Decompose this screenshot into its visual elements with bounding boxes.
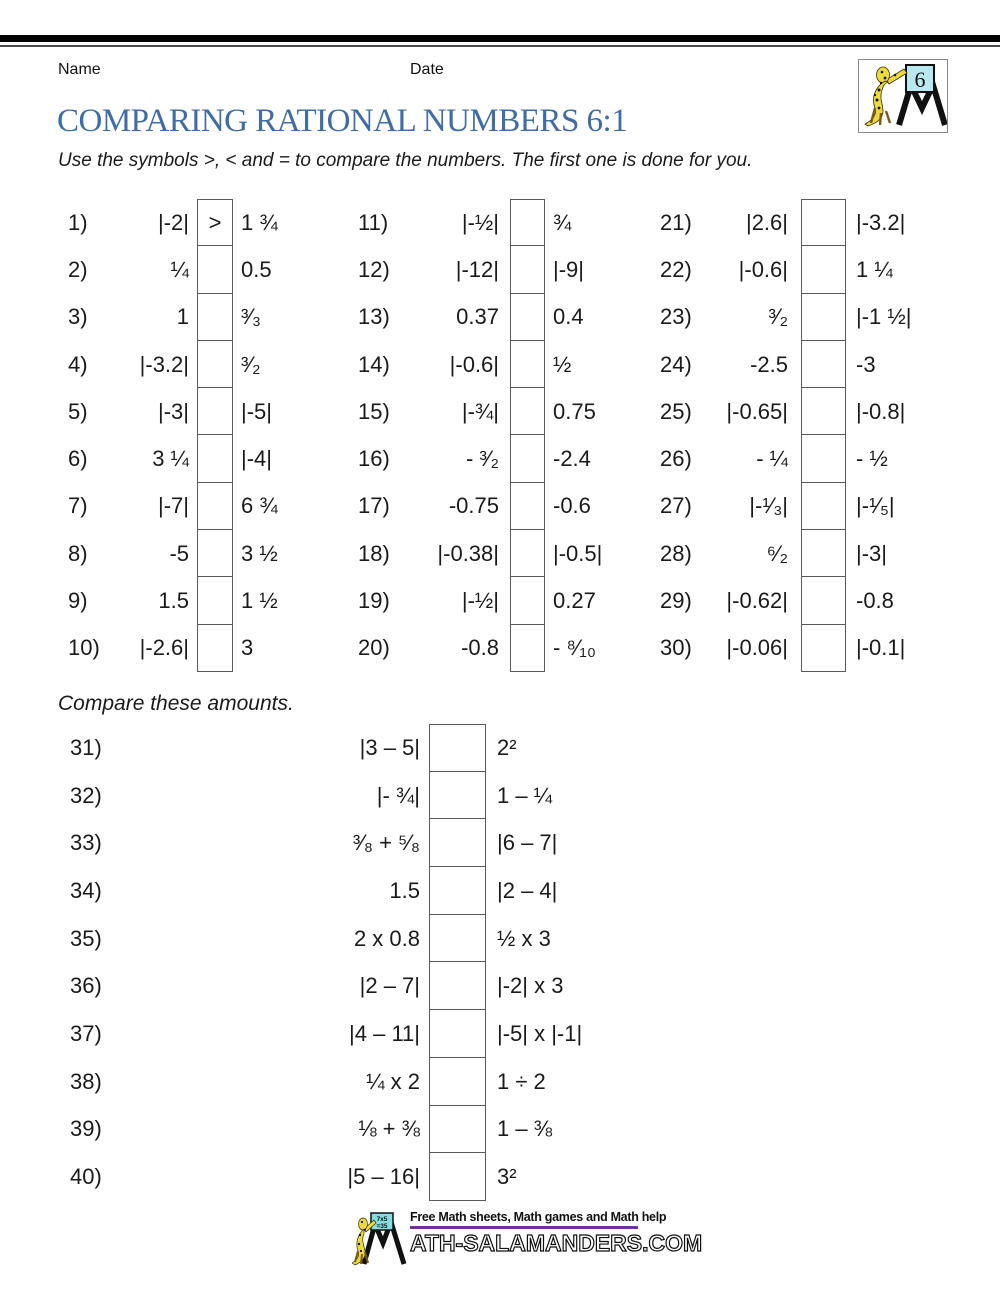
- gap: [233, 341, 241, 388]
- gap: [233, 625, 241, 672]
- left-value: |-3|: [158, 398, 189, 424]
- gap: [189, 388, 197, 435]
- right-value: |2 – 4|: [497, 877, 558, 903]
- date-label: Date: [410, 61, 444, 78]
- left-value: 0.37: [456, 304, 499, 330]
- problem-number: 13): [358, 304, 390, 330]
- left-value: ⅛ + ⅜: [358, 1116, 420, 1142]
- problems-column-2: [358, 199, 683, 672]
- problem-number: 2): [68, 256, 88, 282]
- answer-box[interactable]: [801, 340, 846, 388]
- answer-box[interactable]: [510, 576, 545, 624]
- left-value: |-7|: [158, 493, 189, 519]
- gap: [499, 483, 510, 530]
- name-label: Name: [58, 61, 101, 78]
- problems-column-3: [660, 199, 976, 672]
- gap: [499, 246, 510, 293]
- gap: [788, 625, 801, 672]
- right-value: 3: [241, 635, 254, 661]
- right-value: -0.6: [553, 493, 591, 519]
- answer-box[interactable]: [197, 624, 233, 672]
- left-value: |-0.6|: [449, 351, 499, 377]
- problem-number: 28): [660, 540, 692, 566]
- left-value: |- ¾|: [376, 782, 420, 808]
- problems-bottom-section: [70, 724, 717, 1201]
- gap: [189, 625, 197, 672]
- right-value: 0.5: [241, 256, 272, 282]
- answer-box[interactable]: [801, 529, 846, 577]
- answer-box[interactable]: [197, 340, 233, 388]
- gap: [499, 530, 510, 577]
- problem-number: 31): [70, 734, 102, 760]
- gap: [420, 1106, 429, 1154]
- left-value: |2.6|: [745, 209, 788, 235]
- answer-box[interactable]: [197, 529, 233, 577]
- gap: [189, 435, 197, 482]
- problem-number: 39): [70, 1116, 102, 1142]
- left-value: |2 – 7|: [359, 973, 420, 999]
- answer-box[interactable]: [429, 818, 486, 867]
- answer-box[interactable]: [510, 245, 545, 293]
- left-value: ³⁄₂: [768, 304, 788, 330]
- left-value: |4 – 11|: [349, 1020, 420, 1046]
- gap: [189, 199, 197, 246]
- footer-divider: [410, 1226, 638, 1229]
- gap: [420, 724, 429, 772]
- problem-number: 5): [68, 398, 88, 424]
- left-value: -5: [169, 540, 189, 566]
- answer-box[interactable]: [429, 961, 486, 1010]
- problem-number: 20): [358, 635, 390, 661]
- left-value: |-¾|: [461, 398, 499, 424]
- right-value: - ½: [856, 446, 888, 472]
- gap: [189, 341, 197, 388]
- right-value: |-9|: [553, 256, 584, 282]
- left-value: -0.75: [448, 493, 499, 519]
- left-value: |-¹⁄₃|: [749, 493, 788, 519]
- gap: [788, 341, 801, 388]
- gap: [499, 388, 510, 435]
- right-value: 2²: [497, 734, 517, 760]
- gap: [486, 1058, 497, 1106]
- problem-number: 19): [358, 588, 390, 614]
- answer-box[interactable]: [801, 245, 846, 293]
- page-title: COMPARING RATIONAL NUMBERS 6:1: [57, 103, 628, 139]
- gap: [846, 625, 856, 672]
- right-value: 3 ½: [241, 540, 278, 566]
- answer-box[interactable]: [510, 482, 545, 530]
- right-value: -0.8: [856, 588, 894, 614]
- right-value: 1 ¾: [241, 209, 278, 235]
- problems-column-1: [68, 199, 371, 672]
- left-value: |-½|: [461, 588, 499, 614]
- right-value: 6 ¾: [241, 493, 278, 519]
- gap: [233, 577, 241, 624]
- answer-box[interactable]: [801, 482, 846, 530]
- gap: [189, 530, 197, 577]
- gap: [788, 530, 801, 577]
- left-value: |3 – 5|: [359, 734, 420, 760]
- gap: [189, 483, 197, 530]
- left-value: ³⁄₈ + ⁵⁄₈: [352, 830, 420, 856]
- answer-box[interactable]: [801, 624, 846, 672]
- answer-box[interactable]: [510, 434, 545, 482]
- problem-number: 9): [68, 588, 88, 614]
- gap: [788, 246, 801, 293]
- problem-number: 3): [68, 304, 88, 330]
- left-value: -0.8: [461, 635, 499, 661]
- grade-badge: [858, 59, 948, 133]
- problem-number: 36): [70, 973, 102, 999]
- right-value: |-4|: [241, 446, 272, 472]
- right-value: ³⁄₃: [241, 304, 261, 330]
- answer-box[interactable]: [197, 245, 233, 293]
- right-value: |-1 ½|: [856, 304, 912, 330]
- left-value: 1: [176, 304, 189, 330]
- left-value: ¼: [170, 256, 189, 282]
- right-value: |-0.8|: [856, 398, 906, 424]
- answer-box[interactable]: [510, 340, 545, 388]
- answer-box[interactable]: [510, 624, 545, 672]
- gap: [189, 246, 197, 293]
- problem-number: 15): [358, 398, 390, 424]
- problem-number: 22): [660, 256, 692, 282]
- gap: [486, 1153, 497, 1201]
- gap: [846, 294, 856, 341]
- right-value: -2.4: [553, 446, 591, 472]
- left-value: 2 x 0.8: [353, 925, 420, 951]
- gap: [545, 388, 553, 435]
- gap: [486, 915, 497, 963]
- gap: [233, 199, 241, 246]
- left-value: |-12|: [455, 256, 499, 282]
- answer-box[interactable]: [429, 1152, 486, 1201]
- gap: [420, 867, 429, 915]
- answer-box[interactable]: [197, 434, 233, 482]
- left-value: ⁶⁄₂: [766, 540, 788, 566]
- gap: [420, 1010, 429, 1058]
- gap: [499, 341, 510, 388]
- answer-box[interactable]: [197, 576, 233, 624]
- left-value: |-3.2|: [139, 351, 189, 377]
- footer-board-text-1: 7x5: [376, 1216, 388, 1223]
- problem-number: 37): [70, 1020, 102, 1046]
- gap: [233, 435, 241, 482]
- gap: [420, 1153, 429, 1201]
- right-value: |-0.5|: [553, 540, 603, 566]
- gap: [420, 1058, 429, 1106]
- problem-number: 16): [358, 446, 390, 472]
- answer-box[interactable]: [801, 387, 846, 435]
- answer-box[interactable]: [197, 387, 233, 435]
- problem-number: 29): [660, 588, 692, 614]
- gap: [788, 388, 801, 435]
- answer-box[interactable]: [429, 1009, 486, 1058]
- gap: [545, 199, 553, 246]
- left-value: 1.5: [158, 588, 189, 614]
- answer-box[interactable]: [801, 434, 846, 482]
- gap: [545, 435, 553, 482]
- right-value: 3²: [497, 1164, 517, 1190]
- left-value: -2.5: [750, 351, 788, 377]
- problem-number: 18): [358, 540, 390, 566]
- answer-box[interactable]: [429, 1105, 486, 1154]
- gap: [233, 388, 241, 435]
- problem-number: 17): [358, 493, 390, 519]
- footer-logo: [352, 1210, 703, 1266]
- gap: [788, 435, 801, 482]
- section-heading: Compare these amounts.: [58, 692, 294, 715]
- problem-number: 8): [68, 540, 88, 566]
- problem-number: 24): [660, 351, 692, 377]
- gap: [420, 962, 429, 1010]
- answer-box[interactable]: [429, 771, 486, 820]
- left-value: |-0.62|: [726, 588, 788, 614]
- gap: [545, 294, 553, 341]
- gap: [233, 483, 241, 530]
- gap: [499, 625, 510, 672]
- right-value: |6 – 7|: [497, 830, 558, 856]
- gap: [233, 246, 241, 293]
- left-value: |-0.6|: [738, 256, 788, 282]
- problem-number: 10): [68, 635, 100, 661]
- right-value: 0.75: [553, 398, 596, 424]
- problem-number: 38): [70, 1068, 102, 1094]
- left-value: |-½|: [461, 209, 499, 235]
- right-value: 1 ÷ 2: [497, 1068, 546, 1094]
- right-value: |-5|: [241, 398, 272, 424]
- right-value: -3: [856, 351, 876, 377]
- gap: [486, 867, 497, 915]
- gap: [846, 341, 856, 388]
- right-value: |-3.2|: [856, 209, 906, 235]
- right-value: 1 – ¼: [497, 782, 553, 808]
- answer-box[interactable]: [510, 199, 545, 246]
- gap: [545, 483, 553, 530]
- answer-box[interactable]: [801, 576, 846, 624]
- left-value: - ³⁄₂: [466, 446, 499, 472]
- badge-grade-number: 6: [914, 67, 926, 92]
- gap: [420, 819, 429, 867]
- right-value: |-0.1|: [856, 635, 906, 661]
- gap: [233, 294, 241, 341]
- gap: [846, 483, 856, 530]
- right-value: |-5| x |-1|: [497, 1020, 583, 1046]
- right-value: ½ x 3: [497, 925, 551, 951]
- gap: [846, 199, 856, 246]
- problem-number: 7): [68, 493, 88, 519]
- right-value: ½: [553, 351, 572, 377]
- answer-box[interactable]: [429, 866, 486, 915]
- left-value: |-0.38|: [437, 540, 499, 566]
- left-value: |-0.06|: [726, 635, 788, 661]
- gap: [545, 625, 553, 672]
- footer-text-block: [410, 1210, 703, 1257]
- gap: [788, 483, 801, 530]
- right-value: 1 ¼: [856, 256, 893, 282]
- gap: [545, 246, 553, 293]
- left-value: |5 – 16|: [347, 1164, 420, 1190]
- gap: [486, 819, 497, 867]
- instruction-text: Use the symbols >, < and = to compare the numbers. The first one is done for you.: [58, 150, 753, 171]
- gap: [545, 577, 553, 624]
- gap: [189, 577, 197, 624]
- answer-box[interactable]: [429, 1057, 486, 1106]
- left-value: ¼ x 2: [366, 1068, 420, 1094]
- right-value: |-3|: [856, 540, 887, 566]
- gap: [486, 1010, 497, 1058]
- footer-tagline: Free Math sheets, Math games and Math help: [410, 1210, 667, 1224]
- answer-box[interactable]: [197, 482, 233, 530]
- problem-number: 35): [70, 925, 102, 951]
- answer-box[interactable]: [510, 529, 545, 577]
- left-value: - ¼: [756, 446, 788, 472]
- problem-number: 6): [68, 446, 88, 472]
- gap: [788, 199, 801, 246]
- problem-number: 14): [358, 351, 390, 377]
- problem-number: 27): [660, 493, 692, 519]
- page-top-rule-thin: [0, 45, 1000, 47]
- gap: [846, 246, 856, 293]
- problem-number: 32): [70, 782, 102, 808]
- right-value: - ⁸⁄₁₀: [553, 635, 596, 661]
- left-value: 1.5: [389, 877, 420, 903]
- problem-number: 21): [660, 209, 692, 235]
- page-top-rule-thick: [0, 35, 1000, 42]
- gap: [846, 577, 856, 624]
- footer-salamander-easel-icon: [352, 1210, 408, 1266]
- answer-box[interactable]: [801, 293, 846, 341]
- right-value: ³⁄₂: [241, 351, 261, 377]
- gap: [545, 341, 553, 388]
- problem-number: 30): [660, 635, 692, 661]
- gap: [420, 915, 429, 963]
- problem-number: 1): [68, 209, 88, 235]
- gap: [189, 294, 197, 341]
- answer-box[interactable]: [429, 914, 486, 963]
- gap: [233, 530, 241, 577]
- right-value: ¾: [553, 209, 572, 235]
- gap: [788, 577, 801, 624]
- right-value: |-¹⁄₅|: [856, 493, 895, 519]
- problem-number: 4): [68, 351, 88, 377]
- left-value: 3 ¼: [152, 446, 189, 472]
- left-value: |-0.65|: [726, 398, 788, 424]
- problem-number: 12): [358, 256, 390, 282]
- salamander-grade-badge-icon: [859, 60, 947, 130]
- left-value: |-2.6|: [139, 635, 189, 661]
- right-value: |-2| x 3: [497, 973, 564, 999]
- answer-box[interactable]: >: [197, 199, 233, 246]
- answer-box[interactable]: [510, 293, 545, 341]
- right-value: 1 – ⅜: [497, 1116, 553, 1142]
- footer-site-text: ATH-SALAMANDERS.COM: [410, 1230, 703, 1256]
- problem-number: 40): [70, 1164, 102, 1190]
- right-value: 0.27: [553, 588, 596, 614]
- answer-box[interactable]: [429, 724, 486, 772]
- gap: [486, 962, 497, 1010]
- answer-box[interactable]: [510, 387, 545, 435]
- problem-number: 23): [660, 304, 692, 330]
- gap: [420, 772, 429, 820]
- gap: [788, 294, 801, 341]
- gap: [846, 530, 856, 577]
- gap: [499, 199, 510, 246]
- gap: [499, 435, 510, 482]
- answer-box[interactable]: [801, 199, 846, 246]
- gap: [486, 1106, 497, 1154]
- answer-box[interactable]: [197, 293, 233, 341]
- gap: [499, 577, 510, 624]
- gap: [846, 388, 856, 435]
- right-value: 1 ½: [241, 588, 278, 614]
- right-value: 0.4: [553, 304, 584, 330]
- gap: [499, 294, 510, 341]
- gap: [486, 772, 497, 820]
- gap: [846, 435, 856, 482]
- problem-number: 26): [660, 446, 692, 472]
- footer-board-text-2: =35: [376, 1223, 388, 1230]
- problem-number: 33): [70, 830, 102, 856]
- left-value: |-2|: [158, 209, 189, 235]
- problem-number: 34): [70, 877, 102, 903]
- gap: [486, 724, 497, 772]
- gap: [545, 530, 553, 577]
- problem-number: 11): [358, 209, 389, 235]
- problem-number: 25): [660, 398, 692, 424]
